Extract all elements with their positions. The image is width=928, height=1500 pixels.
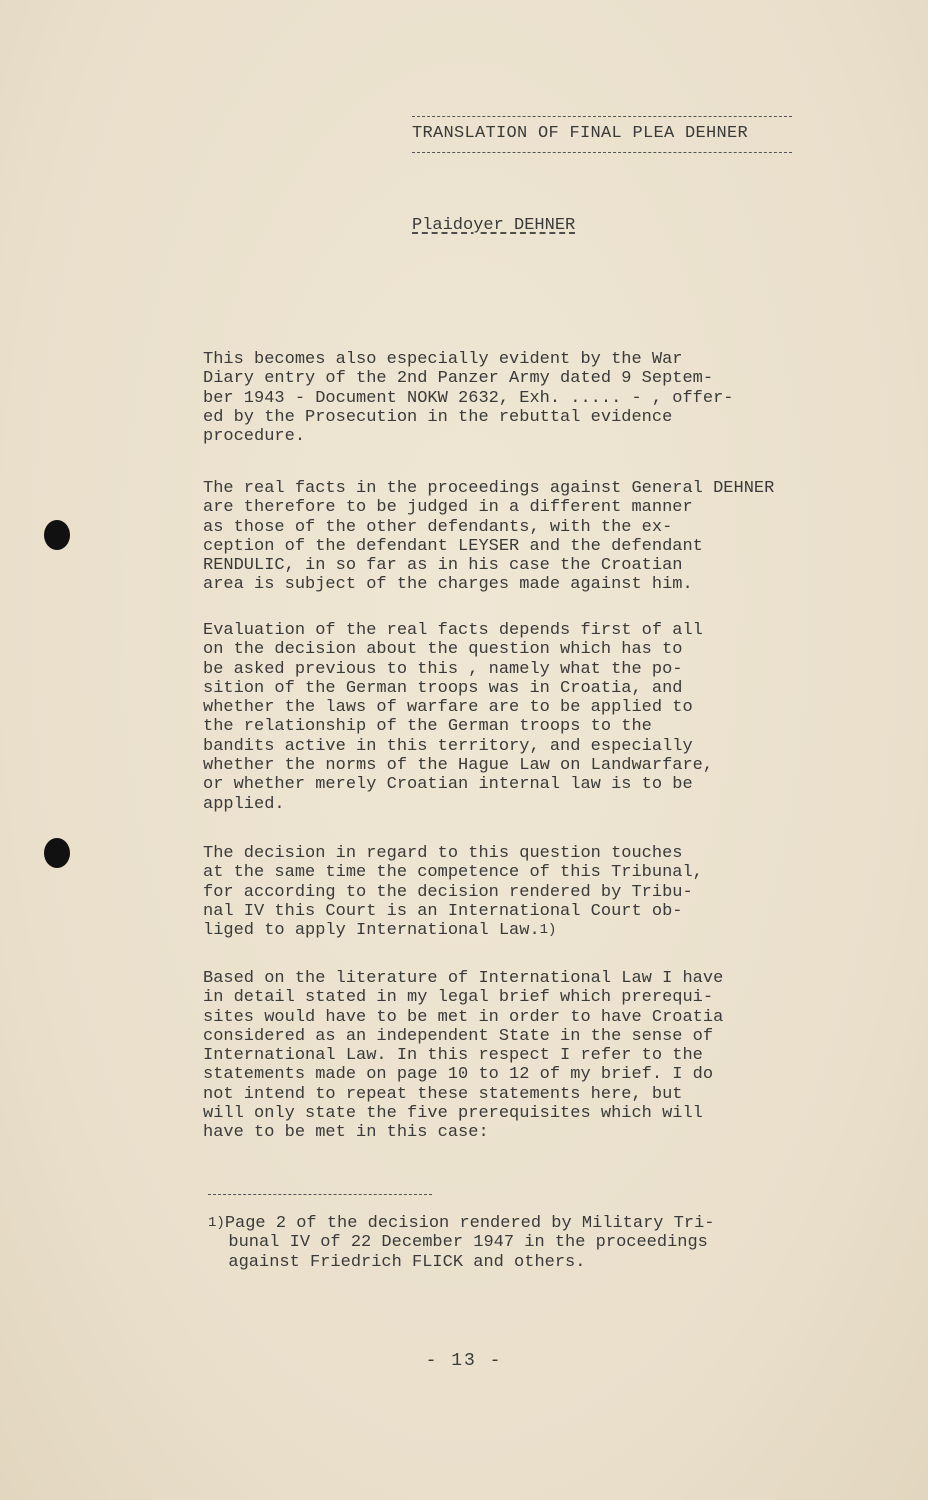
- footnote-reference: 1): [539, 922, 557, 939]
- paragraph-1: This becomes also especially evident by the War Diary entry of the 2nd Panzer Army dated 9 Septem- ber 1943 - Document NOKW 2632, Exh. ..... - , offer- ed by the Prosecution in the rebuttal evidence procedure.: [203, 350, 734, 447]
- punch-hole: [44, 520, 70, 550]
- paragraph-4-text: The decision in regard to this question touches at the same time the competence of this Tribunal, for according to the decision rendered by Tribu- nal IV this Court is an International Court ob- liged to apply International Law.: [203, 844, 703, 941]
- paragraph-2: The real facts in the proceedings against General DEHNER are therefore to be judged in a different manner as those of the other defendants, with the ex- ception of the defendant LEYSER and the defendant RENDULIC, in so far as in his case the Croatian area is subject of the charges made against him.: [203, 479, 775, 595]
- footnote-text: Page 2 of the decision rendered by Military Tri- bunal IV of 22 December 1947 in the proceedings against Friedrich FLICK and others.: [224, 1214, 715, 1272]
- page-number: - 13 -: [425, 1351, 503, 1371]
- footnote-rule: [208, 1194, 432, 1195]
- document-subheading: Plaidoyer DEHNER: [412, 216, 576, 235]
- paragraph-3: Evaluation of the real facts depends first of all on the decision about the question which has to be asked previous to this , namely what the po- sition of the German troops was in Croatia, and whether the laws of warfare are to be applied to the relationship of the German troops to the bandits active in this territory, and especially whether the norms of the Hague Law on Landwarfare, or whether merely Croatian internal law is to be applied.: [203, 621, 714, 814]
- footnote-mark: 1): [208, 1215, 225, 1231]
- paragraph-5: Based on the literature of International Law I have in detail stated in my legal brief which prerequi- sites would have to be met in order to have Croatia considered as an independent State in the sense of International Law. In this respect I refer to the statements made on page 10 to 12 of my brief. I do not intend to repeat these statements here, but will only state the five prerequisites which will have to be met in this case:: [203, 969, 724, 1143]
- footnote: [208, 1214, 848, 1272]
- heading-rule-bottom: [412, 152, 792, 153]
- paragraph-4: [203, 844, 843, 940]
- document-heading: TRANSLATION OF FINAL PLEA DEHNER: [412, 124, 749, 143]
- heading-block: [412, 116, 802, 153]
- punch-hole: [44, 838, 70, 868]
